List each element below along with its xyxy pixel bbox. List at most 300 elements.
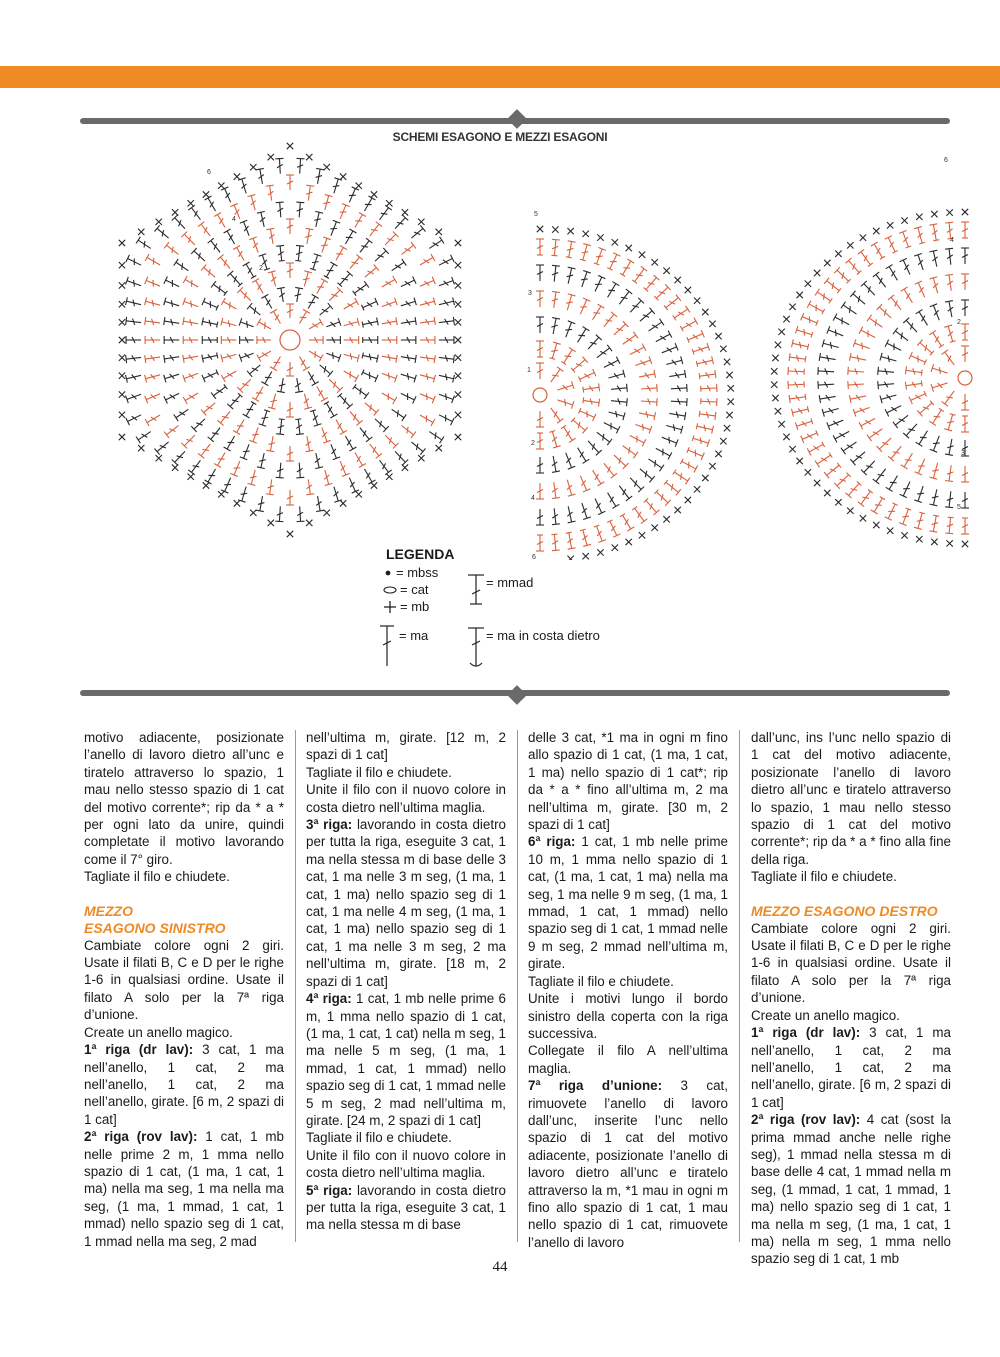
stitch-symbol [310,254,321,270]
stitch-symbol [355,453,366,468]
stitch-symbol [380,460,392,474]
row-label: 2 [259,265,263,272]
stitch-symbol [649,319,664,331]
stitch-symbol [699,411,716,420]
instruction-row [306,1182,506,1234]
stitch-symbol [775,342,781,348]
stitch-symbol [224,229,235,244]
stitch-symbol [853,339,869,349]
stitch-symbol [946,540,952,546]
stitch-symbol [261,372,271,386]
stitch-symbol [270,309,280,323]
stitch-symbol [582,503,591,519]
stitch-symbol [945,491,953,507]
stitch-symbol [334,487,342,503]
stitch-symbol [240,336,254,344]
stitch-symbol [250,164,256,170]
stitch-symbol [156,455,162,461]
stitch-symbol [324,262,338,278]
stitch-symbol [338,271,353,287]
stitch-symbol [386,473,392,479]
stitch-symbol [778,421,784,427]
stitch-symbol [401,277,416,287]
row-text: 1 cat, 1 mb nelle prime 10 m, 1 mma nello spazio di 1 cat, (1 ma, 1 cat, 1 ma) nella ma seg, 1 ma nelle 9 m seg, (1 ma, 1 mmad, 1 cat, 1 mmad) nello spazio seg di 1 cat, 1 mmad nelle 9 m seg, 2 mmad nell’ultima m, girate. [528,834,728,972]
stitch-symbol [715,333,721,339]
stitch-symbol [344,353,360,362]
stitch-symbol [315,453,323,469]
stitch-symbol [944,414,955,431]
stitch-symbol [268,394,277,410]
stitch-symbol [314,211,323,227]
stitch-symbol [420,393,435,403]
stitch-symbol [382,276,397,287]
stitch-symbol [370,444,382,458]
stitch-symbol [188,473,194,479]
row-label: 6ª riga: [528,834,576,850]
stitch-symbol [360,238,372,252]
stitch-symbol [300,309,310,323]
stitch-symbol [329,287,342,300]
stitch-symbol [420,373,436,382]
stitch-symbol [249,428,259,443]
stitch-symbol [666,424,682,433]
stitch-symbol [365,265,379,278]
legend-cat: = cat [400,582,429,597]
stitch-symbol [893,415,908,428]
legend-mb: = mb [400,599,430,614]
stitch-symbol [375,419,389,432]
stitch-symbol [382,354,397,362]
legend-ma-costa: = ma in costa dietro [486,628,600,643]
stitch-symbol [792,406,809,416]
row-label: 6 [944,157,948,164]
stitch-symbol [320,365,333,377]
stitch-symbol [286,263,294,278]
stitch-symbol [885,503,898,520]
stitch-symbol [326,352,341,361]
stitch-symbol [604,463,617,478]
stitch-symbol [286,402,294,417]
stitch-symbol [237,287,250,300]
stitch-symbol [221,187,231,202]
stitch-symbol [639,532,645,538]
stitch-symbol [877,438,891,452]
stitch-symbol [635,356,651,365]
stitch-symbol [815,289,832,304]
stitch-symbol [962,541,968,547]
stitch-symbol [411,442,425,455]
stitch-symbol [126,394,141,403]
stitch-symbol [119,240,125,246]
stitch-symbol [183,317,198,325]
stitch-symbol [402,464,408,470]
stitch-symbol [306,479,314,494]
stitch-symbol [641,398,657,406]
stitch-symbol [916,214,922,220]
stitch-symbol [834,267,850,283]
stitch-symbol [201,265,215,278]
stitch-symbol [673,306,690,321]
stitch-symbol [276,245,285,261]
stitch-symbol [247,303,260,315]
stitch-symbol [609,370,625,379]
stitch-symbol [669,412,685,420]
row-label: 5 [534,211,538,218]
stitch-symbol [905,380,922,389]
stitch-symbol [880,353,896,362]
stitch-symbol [331,444,340,459]
stitch-symbol [561,425,576,442]
stitch-symbol [317,279,328,294]
magic-ring [958,371,972,385]
stitch-symbol [138,445,144,451]
stitch-symbol [259,410,270,426]
stitch-symbol [551,367,564,382]
stitch-symbol [552,482,560,498]
half-hexagon-left-diagram [533,226,734,560]
stitch-symbol [439,277,454,286]
row-label: 4 [531,495,535,502]
row-text: 3 cat, 1 ma nell’anello, 1 cat, 2 ma nell’anello, 1 cat, 2 ma nell’anello, girate. [6 m, 2 spazi di 1 cat] [84,1042,284,1127]
stitch-symbol [639,251,645,257]
stitch-symbol [929,224,939,241]
stitch-symbol [778,329,784,335]
stitch-symbol [156,219,162,225]
row-text: lavorando in costa dietro per tutta la riga, eseguite 3 cat, 1 ma nella stessa m di base [306,1182,506,1233]
stitch-symbol [257,351,271,361]
stitch-symbol [261,294,271,308]
stitch-symbol [234,173,240,179]
stitch-symbol [579,408,596,421]
stitch-symbol [238,487,247,503]
stitch-symbol [611,398,627,406]
stitch-symbol [295,419,304,435]
stitch-symbol [126,415,141,425]
paragraph: Create un anello magico. [751,1007,900,1023]
stitch-symbol [119,337,125,343]
stitch-symbol [623,446,638,458]
stitch-symbol [930,304,940,320]
stitch-symbol [304,394,312,410]
stitch-symbol [887,222,893,228]
stitch-symbol [183,373,198,382]
stitch-symbol [439,355,454,363]
stitch-symbol [552,456,560,472]
stitch-symbol [237,379,250,392]
stitch-symbol [309,319,323,329]
stitch-symbol [536,239,544,255]
row-text: 4 cat (sost la prima mmad anche nelle righe seg), 1 mmad nella stessa m di base delle 4 cat, 1 mmad nella m seg, (1 mmad, 1 cat, 1 mmad, 1 ma) nello spazio seg di 1 cat, 1 ma nella m seg, (1 ma, 1 cat, 1 ma) nella m seg, 1 mma nello spazio seg di 1 cat, 1 mb [751,1112,952,1267]
stitch-symbol [119,434,125,440]
stitch-symbol [455,412,461,418]
stitch-symbol [916,431,928,447]
stitch-symbol [174,259,189,271]
stitch-symbol [961,416,969,432]
stitch-symbol [420,355,435,363]
row-label: 4 [950,237,954,244]
stitch-symbol [296,463,304,478]
stitch-symbol [929,250,937,266]
stitch-symbol [145,394,160,403]
stitch-symbol [571,418,588,434]
stitch-symbol [961,492,969,508]
stitch-symbol [380,205,392,219]
stitch-symbol [903,318,917,333]
stitch-symbol [350,411,363,425]
stitch-symbol [362,353,378,363]
stitch-symbol [962,209,968,215]
stitch-symbol [597,432,612,445]
stitch-symbol [183,393,198,404]
stitch-symbol [663,516,669,522]
stitch-symbol [191,419,205,432]
stitch-symbol [126,277,141,287]
stitch-symbol [536,509,544,525]
stitch-symbol [588,335,602,350]
stitch-symbol [609,411,625,420]
stitch-symbol [126,355,141,363]
row-label: 2ª riga (rov lav): [751,1112,861,1128]
stitch-symbol [915,281,925,297]
paragraph: Collegate il filo A nell’ultima maglia. [528,1043,728,1076]
section-heading: ESAGONO SINISTRO [84,919,226,936]
stitch-symbol [552,291,560,307]
stitch-symbol [814,480,820,486]
stitch-symbol [385,231,398,244]
stitch-symbol [323,195,332,211]
frame-notch-top [507,109,527,129]
stitch-symbol [181,231,194,244]
row-label: 6 [207,169,211,176]
stitch-symbol [571,357,588,373]
stitch-symbol [612,239,618,245]
section-heading: MEZZO ESAGONO DESTRO [751,902,938,919]
stitch-symbol [329,379,342,392]
stitch-symbol [583,383,600,392]
stitch-symbol [202,336,217,344]
instruction-row [84,1128,284,1250]
stitch-symbol [814,270,820,276]
stitch-symbol [772,395,778,401]
stitch-symbol [597,234,603,240]
stitch-symbol [916,310,928,326]
stitch-symbol [455,240,461,246]
stitch-symbol [858,249,873,266]
stitch-symbol [640,469,655,482]
stitch-symbol [353,281,369,295]
stitch-symbol [929,489,938,505]
stitch-symbol [214,453,225,468]
stitch-symbol [930,463,939,479]
stitch-symbol [552,508,560,524]
stitch-symbol [824,260,830,266]
stitch-symbol [900,258,910,274]
stitch-symbol [385,435,398,448]
stitch-symbol [630,435,646,446]
stitch-symbol [649,459,664,471]
stitch-symbol [848,381,864,389]
stitch-symbol [252,279,263,294]
stitch-symbol [203,191,209,197]
crochet-diagrams [0,140,1000,560]
stitch-symbol [551,408,564,423]
stitch-symbol [945,274,953,290]
row-text: 3 cat, rimuovete l’anello di lavoro dall’unc, inserite l’unc nello spazio di 1 cat del motivo adiacente, posizionate l’anello di lavoro dietro all’unc e tiratelo attraverso la m, *1 mau in ogni m fino allo spazio di 1 cat, 1 mau nello spazio di 1 cat, rimuovete l’anello di lavoro [528,1078,728,1250]
stitch-symbol [930,277,938,293]
row-text: 1 cat, 1 mb nelle prime 2 m, 1 mma nello spazio di 1 cat, (1 ma, 1 cat, 1 ma) nella ma seg, 1 ma nella ma seg, (1 ma, 1 mmad, 1 cat, 1 mmad) nello spazio seg di 1 cat, 1 mmad nella ma seg, 2 mad [84,1129,284,1249]
stitch-symbol [436,229,442,235]
stitch-symbol [901,453,913,469]
paragraph: Tagliate il filo e chiudete. [528,973,674,989]
legend-ma: = ma [399,628,429,643]
stitch-symbol [873,228,879,234]
stitch-symbol [666,356,682,364]
stitch-symbol [455,262,461,268]
row-label: 1 [527,367,531,374]
stitch-symbol [795,326,812,338]
stitch-symbol [549,342,560,359]
stitch-symbol [276,463,284,478]
stitch-symbol [724,359,730,365]
stitch-symbol [286,304,294,318]
paragraph: Unite il filo con il nuovo colore in costa dietro nell’ultima maglia. [306,1147,506,1181]
stitch-symbol [211,384,227,398]
stitch-symbol [119,373,125,379]
stitch-symbol [536,317,544,333]
stitch-symbol [401,393,416,403]
stitch-symbol [345,229,356,244]
stitch-symbol [308,372,318,386]
stitch-symbol [557,381,573,390]
stitch-symbol [145,374,161,382]
stitch-symbol [644,275,660,292]
stitch-symbol [552,226,558,232]
stitch-symbol [239,353,254,362]
stitch-symbol [674,507,680,513]
stitch-symbol [249,237,258,252]
instruction-row [528,1077,728,1251]
row-label: 4 [232,216,236,223]
stitch-symbol [164,242,178,254]
legend [380,546,640,676]
stitch-symbol [145,415,160,426]
stitch-symbol [630,298,644,312]
stitch-symbol [942,391,955,406]
stitch-symbol [436,445,442,451]
stitch-symbol [961,394,969,410]
stitch-symbol [858,489,873,506]
stitch-symbol [878,367,894,375]
paragraph: dall’unc, ins l’unc nello spazio di 1 cat del motivo adiacente, posizionate l’anello di lavoro dietro all’unc e tiratelo attraverso lo spazio, 1 mau nello stesso spazio di 1 cat del motivo corrente*; rip da * a * fino alla fine della riga. [751,730,951,867]
stitch-symbol [145,355,160,363]
stitch-symbol [630,478,644,492]
stitch-symbol [824,463,841,478]
stitch-symbol [183,355,198,363]
stitch-symbol [694,298,700,304]
stitch-symbol [126,317,141,325]
stitch-symbol [217,411,230,425]
section-heading: MEZZO [84,902,133,919]
stitch-symbol [789,353,806,362]
paragraph: Tagliate il filo e chiudete. [306,764,452,780]
stitch-symbol [326,318,341,327]
stitch-symbol [537,226,543,232]
stitch-symbol [224,436,235,451]
stitch-symbol [356,182,362,188]
stitch-symbol [701,384,717,392]
stitch-symbol [860,234,866,240]
paragraph: delle 3 cat, *1 ma in ogni m fino allo spazio di 1 cat, (1 ma, 1 cat, 1 ma) nello spazio di 1 cat*; rip da * a * fino all’ultima m, 2 ma nell’ultima m, girate. [30 m, 2 spazi di 1 cat] [528,730,728,833]
stitch-symbol [945,248,953,264]
stitch-symbol [286,362,294,376]
stitch-symbol [914,227,925,244]
stitch-symbol [164,355,179,363]
stitch-symbol [961,518,969,534]
stitch-symbol [789,394,806,403]
stitch-symbol [886,476,898,492]
stitch-symbol [597,345,612,358]
stitch-symbol [287,531,293,537]
stitch-symbol [945,517,953,534]
stitch-symbol [164,298,180,307]
stitch-symbol [702,475,708,481]
stitch-symbol [795,418,812,430]
stitch-symbol [611,384,627,392]
stitch-symbol [903,424,917,439]
stitch-symbol [295,378,303,392]
stitch-symbol [915,459,925,475]
stitch-symbol [552,265,560,281]
stitch-symbol [309,351,323,361]
stitch-symbol [566,241,576,258]
stitch-symbol [567,228,573,234]
stitch-symbol [929,330,944,347]
stitch-symbol [867,429,882,441]
stitch-symbol [850,452,865,465]
stitch-symbol [275,506,283,521]
stitch-symbol [801,430,818,443]
stitch-symbol [344,336,359,344]
stitch-symbol [164,374,180,382]
stitch-symbol [286,219,294,234]
stitch-symbol [917,401,934,417]
stitch-symbol [819,395,835,403]
stitch-symbol [429,432,444,444]
stitch-symbol [198,444,210,458]
stitch-symbol [931,364,947,374]
stitch-symbol [221,318,237,327]
stitch-symbol [850,291,865,304]
stitch-symbol [771,368,777,374]
stitch-symbol [382,317,397,325]
row-label: 5ª riga: [306,1182,353,1198]
row-label: 2 [531,440,535,447]
stitch-symbol [418,455,424,461]
stitch-symbol [867,315,882,327]
stitch-symbol [687,447,704,460]
row-label: 2 [957,319,961,326]
stitch-symbol [873,522,879,528]
stitch-symbol [815,453,832,468]
stitch-symbol [145,277,160,287]
stitch-symbol [306,154,312,160]
stitch-symbol [871,242,885,259]
stitch-symbol [214,213,225,228]
stitch-symbol [420,415,435,426]
stitch-symbol [324,510,330,516]
stitch-symbol [333,178,342,194]
stitch-symbol [551,318,560,334]
